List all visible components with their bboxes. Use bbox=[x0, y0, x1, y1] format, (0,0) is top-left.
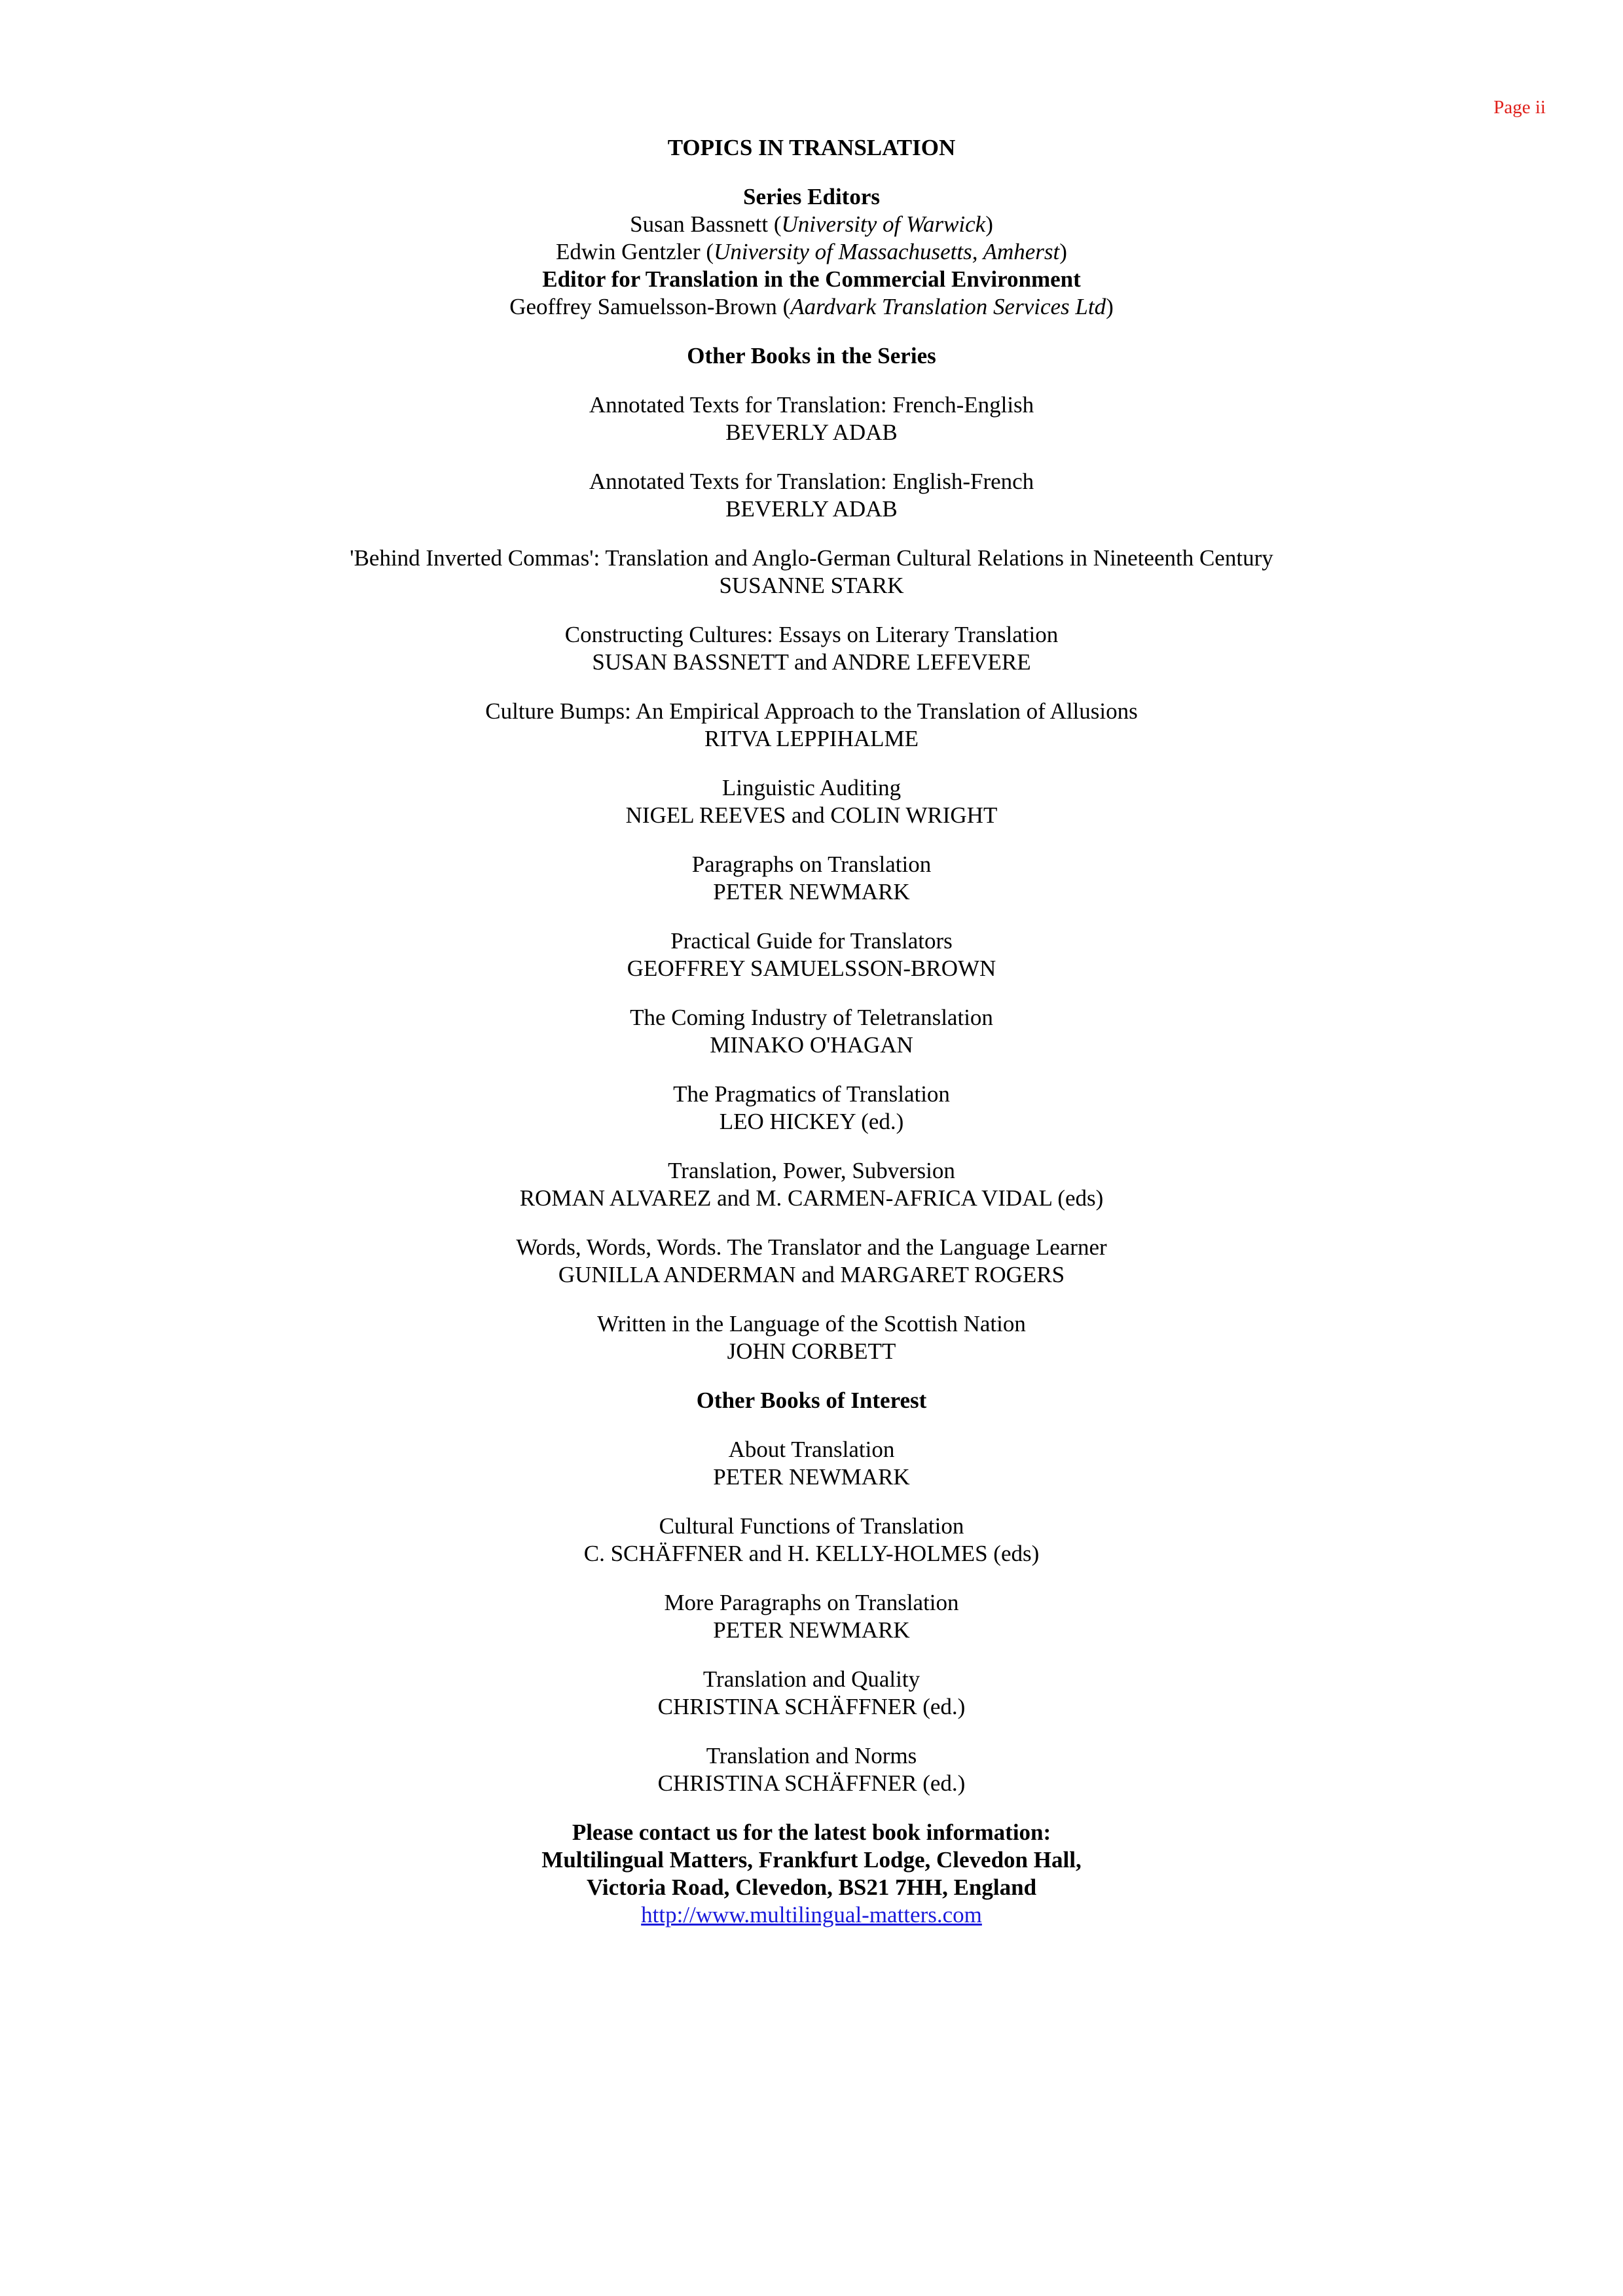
book-entry bbox=[0, 1234, 1623, 1289]
book-title: Practical Guide for Translators bbox=[670, 928, 953, 954]
book-title: More Paragraphs on Translation bbox=[664, 1590, 959, 1615]
book-entry bbox=[0, 1436, 1623, 1491]
contact-address: Victoria Road, Clevedon, BS21 7HH, England bbox=[586, 1874, 1037, 1900]
page-number: Page ii bbox=[1493, 97, 1546, 118]
book-author: PETER NEWMARK bbox=[713, 879, 910, 905]
commercial-editor-heading: Editor for Translation in the Commercial Environment bbox=[542, 266, 1081, 292]
book-entry bbox=[0, 1666, 1623, 1721]
page-content bbox=[0, 134, 1623, 1929]
book-entry bbox=[0, 1513, 1623, 1568]
book-author: SUSAN BASSNETT and ANDRE LEFEVERE bbox=[592, 649, 1031, 675]
book-entry bbox=[0, 391, 1623, 446]
series-title: TOPICS IN TRANSLATION bbox=[667, 135, 956, 160]
book-author: GEOFFREY SAMUELSSON-BROWN bbox=[627, 956, 996, 981]
book-entry bbox=[0, 851, 1623, 906]
book-title: 'Behind Inverted Commas': Translation and Anglo-German Cultural Relations in Nineteenth Century bbox=[350, 545, 1273, 571]
editor-affiliation: Aardvark Translation Services Ltd bbox=[790, 294, 1106, 319]
series-editors-block bbox=[0, 183, 1623, 321]
book-entry bbox=[0, 468, 1623, 523]
editor-line: Edwin Gentzler (University of Massachusetts, Amherst) bbox=[556, 239, 1067, 264]
contact-block bbox=[0, 1819, 1623, 1929]
book-entry bbox=[0, 774, 1623, 829]
book-title: About Translation bbox=[728, 1437, 895, 1462]
book-author: PETER NEWMARK bbox=[713, 1464, 910, 1490]
book-title: The Coming Industry of Teletranslation bbox=[630, 1005, 993, 1030]
book-author: LEO HICKEY (ed.) bbox=[719, 1109, 904, 1134]
editor-affiliation: University of Massachusetts, Amherst bbox=[714, 239, 1060, 264]
book-author: CHRISTINA SCHÄFFNER (ed.) bbox=[657, 1694, 966, 1719]
book-author: NIGEL REEVES and COLIN WRIGHT bbox=[625, 802, 998, 828]
website-link[interactable]: http://www.multilingual-matters.com bbox=[641, 1902, 982, 1928]
book-author: SUSANNE STARK bbox=[719, 573, 904, 598]
book-entry bbox=[0, 621, 1623, 676]
book-author: CHRISTINA SCHÄFFNER (ed.) bbox=[657, 1770, 966, 1796]
series-editors-heading: Series Editors bbox=[742, 184, 880, 209]
book-entry bbox=[0, 545, 1623, 600]
editor-affiliation: University of Warwick bbox=[781, 211, 986, 237]
book-author: PETER NEWMARK bbox=[713, 1617, 910, 1643]
interest-books-heading: Other Books of Interest bbox=[696, 1388, 927, 1413]
editor-line: Geoffrey Samuelsson-Brown (Aardvark Translation Services Ltd) bbox=[509, 294, 1114, 319]
book-title: Written in the Language of the Scottish Nation bbox=[597, 1311, 1026, 1336]
series-books-heading: Other Books in the Series bbox=[687, 343, 936, 368]
editor-name: Susan Bassnett bbox=[630, 211, 769, 237]
book-title: Annotated Texts for Translation: English-French bbox=[589, 469, 1034, 494]
book-entry bbox=[0, 1310, 1623, 1365]
contact-line: Please contact us for the latest book information: bbox=[572, 1820, 1051, 1845]
book-entry bbox=[0, 1589, 1623, 1644]
book-author: BEVERLY ADAB bbox=[725, 420, 898, 445]
book-title: Paragraphs on Translation bbox=[691, 852, 932, 877]
book-entry bbox=[0, 1004, 1623, 1059]
book-title: Translation and Norms bbox=[706, 1743, 917, 1768]
book-title: Linguistic Auditing bbox=[721, 775, 902, 800]
book-title: Cultural Functions of Translation bbox=[659, 1513, 964, 1539]
series-books-list bbox=[0, 391, 1623, 1365]
book-author: RITVA LEPPIHALME bbox=[704, 726, 919, 751]
book-entry bbox=[0, 698, 1623, 753]
book-title: Constructing Cultures: Essays on Literary Translation bbox=[564, 622, 1059, 647]
book-title: Annotated Texts for Translation: French-English bbox=[589, 392, 1034, 418]
contact-address: Multilingual Matters, Frankfurt Lodge, Clevedon Hall, bbox=[541, 1847, 1082, 1873]
book-entry bbox=[0, 927, 1623, 982]
book-title: Words, Words, Words. The Translator and the Language Learner bbox=[516, 1234, 1107, 1260]
book-author: BEVERLY ADAB bbox=[725, 496, 898, 522]
book-author: GUNILLA ANDERMAN and MARGARET ROGERS bbox=[558, 1262, 1065, 1287]
editor-name: Geoffrey Samuelsson-Brown bbox=[509, 294, 777, 319]
book-author: C. SCHÄFFNER and H. KELLY-HOLMES (eds) bbox=[583, 1541, 1040, 1566]
book-author: JOHN CORBETT bbox=[727, 1338, 896, 1364]
book-entry bbox=[0, 1081, 1623, 1136]
book-title: Translation, Power, Subversion bbox=[668, 1158, 955, 1183]
editor-line: Susan Bassnett (University of Warwick) bbox=[630, 211, 993, 237]
interest-books-list bbox=[0, 1436, 1623, 1797]
book-title: Culture Bumps: An Empirical Approach to the Translation of Allusions bbox=[485, 698, 1138, 724]
book-entry bbox=[0, 1157, 1623, 1212]
book-author: MINAKO O'HAGAN bbox=[710, 1032, 913, 1058]
book-entry bbox=[0, 1742, 1623, 1797]
book-title: The Pragmatics of Translation bbox=[673, 1081, 950, 1107]
book-title: Translation and Quality bbox=[702, 1666, 921, 1692]
book-author: ROMAN ALVAREZ and M. CARMEN-AFRICA VIDAL (eds) bbox=[519, 1185, 1104, 1211]
editor-name: Edwin Gentzler bbox=[556, 239, 701, 264]
